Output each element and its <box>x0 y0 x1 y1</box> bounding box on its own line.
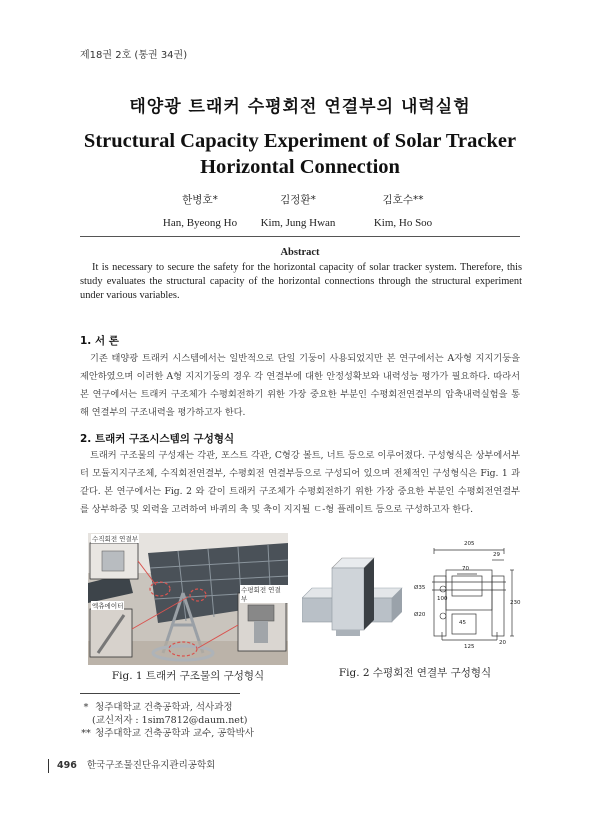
figure-2 <box>302 540 522 660</box>
dim-phi20: Ø20 <box>414 612 426 618</box>
author-3-ko: 김호수** <box>382 194 424 206</box>
page-number: 496 <box>57 760 77 771</box>
footnote-1-mark: * <box>83 702 89 713</box>
author-2-ko: 김정환* <box>280 194 316 206</box>
title-korean: 태양광 트래커 수평회전 연결부의 내력실험 <box>129 97 471 117</box>
page-footer <box>48 757 215 773</box>
footnote-rule <box>80 693 240 694</box>
label-horizontal-connection: 수평회전 연결부 <box>240 585 288 603</box>
figure-2-caption: Fig. 2 수평회전 연결부 구성형식 <box>338 667 492 679</box>
section2-heading: 2. 트래커 구조시스템의 구성형식 <box>80 433 235 445</box>
author-3-en: Kim, Ho Soo <box>373 217 433 229</box>
journal-name: 한국구조물진단유지관리공학회 <box>86 760 216 771</box>
dim-20: 20 <box>499 640 506 646</box>
footnote-2-affiliation: 청주대학교 건축공학과 교수, 공학박사 <box>95 728 254 739</box>
author-3 <box>338 192 468 229</box>
dim-230: 230 <box>510 600 521 606</box>
footnote-1-affiliation: 청주대학교 건축공학과, 석사과정 <box>95 702 233 713</box>
divider-rule <box>80 236 520 237</box>
label-actuator: 엑츄에이터 <box>92 602 124 610</box>
figure-1 <box>88 533 288 665</box>
footnote-2 <box>80 727 254 740</box>
author-1-en: Han, Byeong Ho <box>162 217 238 229</box>
dim-100: 100 <box>437 596 448 602</box>
footer-bar <box>48 759 49 773</box>
section1-text: 기존 태양광 트래커 시스템에서는 일반적으로 단일 기둥이 사용되었지만 본 연구에서는 A자형 지지기둥을 제안하였으며 이러한 A형 지지기둥의 경우 각 연결부에 대한 안정성확보와 내력성능 평가가 필요하다. 따라서 본 연구에서는 트래커 구조체가 수평회전하기 위한 가장 중요한 부분인 수평회전연결부의 압축내력실험을 통해 연결부의 구조내력을 평가하고자 한다. <box>80 353 520 418</box>
title-english <box>60 128 540 180</box>
abstract-text: It is necessary to secure the safety for the horizontal capacity of solar tracker system. Therefore, this study evaluates the structural capacity of the horizontal connections through the structural experiment under various variables. <box>80 262 522 302</box>
horizontal-connection-illustration <box>302 540 522 660</box>
dim-45: 45 <box>459 620 466 626</box>
title-english-line2: Horizontal Connection <box>200 156 400 178</box>
author-2-en: Kim, Jung Hwan <box>260 217 336 229</box>
footnote-2-mark: ** <box>81 728 91 739</box>
title-english-line1: Structural Capacity Experiment of Solar Tracker <box>83 130 517 152</box>
dim-125: 125 <box>464 644 475 650</box>
label-vertical-connection: 수직회전 연결부 <box>92 535 139 543</box>
dim-205: 205 <box>464 541 475 547</box>
figure-1-caption: Fig. 1 트래커 구조물의 구성형식 <box>111 670 265 682</box>
author-1-ko: 한병호* <box>182 194 218 206</box>
issue-info: 제18권 2호 (통권 34권) <box>80 50 188 61</box>
dim-phi35: Ø35 <box>414 585 426 591</box>
abstract-heading: Abstract <box>280 247 320 258</box>
dim-70: 70 <box>462 566 469 572</box>
footnote-1 <box>80 701 247 727</box>
section1-heading: 1. 서 론 <box>80 335 119 347</box>
footnote-1-contact: (교신저자 : 1sim7812@daum.net) <box>92 715 248 726</box>
dim-29: 29 <box>493 552 500 558</box>
section2-text: 트래커 구조물의 구성재는 각관, 포스트 각관, C형강 볼트, 너트 등으로 이루어졌다. 구성형식은 상부에서부터 모듈지지구조체, 수직회전연결부, 수평회전 연결부등으로 구성되어 있으며 전체적인 구성형식은 Fig. 1 과 같다. 본 연구에서는 Fig. 2 와 같이 트래커 구조체가 수평회전하기 위한 가장 중요한 부분인 수평회전연결부를 상부하중 및 외력을 고려하여 바퀴의 축 및 축이 지지될 ㄷ-형 플레이트 등으로 구성하고자 한다. <box>80 450 520 515</box>
